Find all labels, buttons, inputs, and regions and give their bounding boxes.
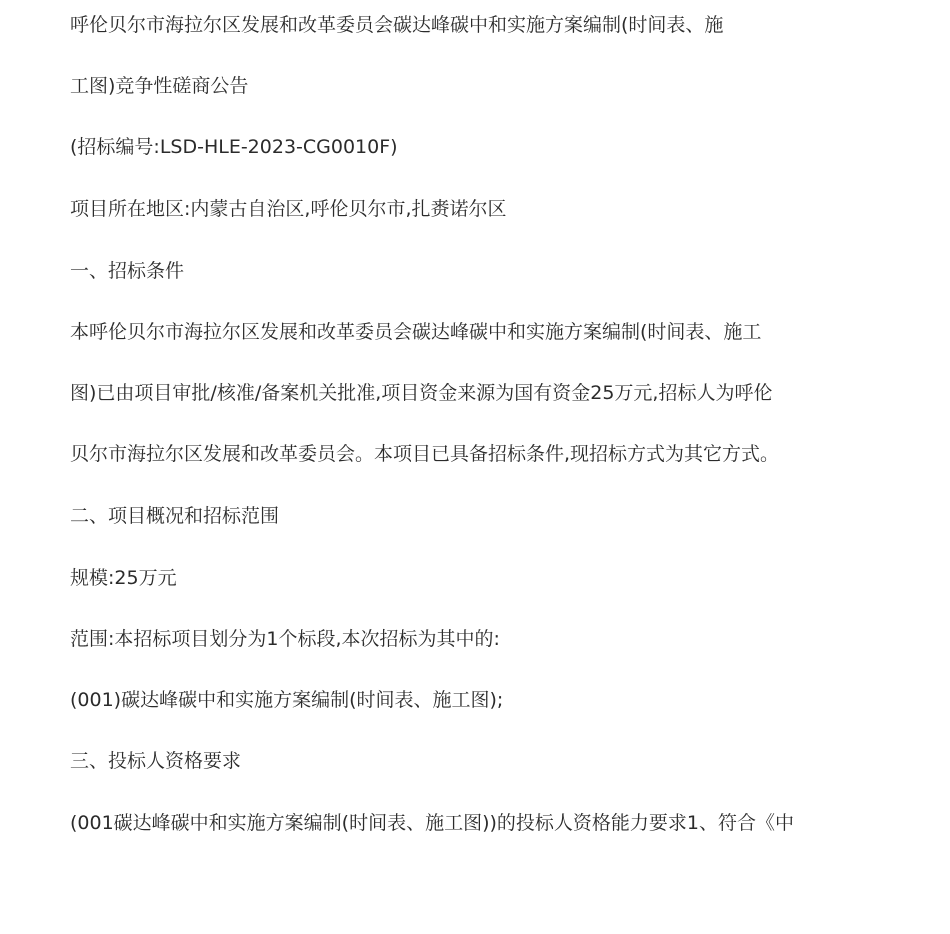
project-region: 项目所在地区:内蒙古自治区,呼伦贝尔市,扎赉诺尔区 xyxy=(70,198,507,220)
tender-number: (招标编号:LSD-HLE-2023-CG0010F) xyxy=(70,136,398,158)
title-line-2: 工图)竞争性磋商公告 xyxy=(70,75,249,97)
title-line-1: 呼伦贝尔市海拉尔区发展和改革委员会碳达峰碳中和实施方案编制(时间表、施 xyxy=(70,14,724,36)
paragraph-line: 贝尔市海拉尔区发展和改革委员会。本项目已具备招标条件,现招标方式为其它方式。 xyxy=(70,443,780,465)
scope-line: 范围:本招标项目划分为1个标段,本次招标为其中的: xyxy=(70,628,500,650)
section-heading-3: 三、投标人资格要求 xyxy=(70,750,242,772)
lot-line: (001)碳达峰碳中和实施方案编制(时间表、施工图); xyxy=(70,689,504,711)
paragraph-line: 本呼伦贝尔市海拉尔区发展和改革委员会碳达峰碳中和实施方案编制(时间表、施工 xyxy=(70,321,762,343)
qualification-line: (001碳达峰碳中和实施方案编制(时间表、施工图))的投标人资格能力要求1、符合《中 xyxy=(70,812,795,834)
paragraph-line: 图)已由项目审批/核准/备案机关批准,项目资金来源为国有资金25万元,招标人为呼伦 xyxy=(70,382,773,404)
section-heading-2: 二、项目概况和招标范围 xyxy=(70,505,280,527)
scale-line: 规模:25万元 xyxy=(70,567,177,589)
section-heading-1: 一、招标条件 xyxy=(70,260,185,282)
